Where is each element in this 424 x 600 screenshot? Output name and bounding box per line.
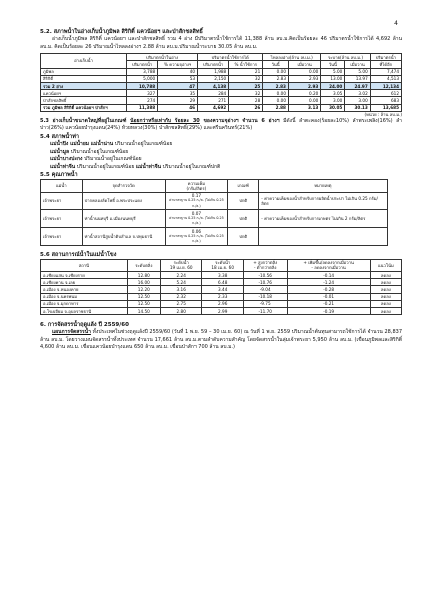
cell: 40 (158, 68, 198, 75)
cell: ปกติ (228, 210, 259, 228)
col-inflow-yesterday: เมื่อวาน (288, 61, 320, 68)
unit-note: (หน่วย : ล้าน ลบ.ม.) (364, 111, 402, 117)
cell: อ.โขงเจียม จ.อุบลราชธานี (41, 308, 128, 315)
cell: 4,513 (370, 75, 401, 82)
section-6-heading: 6. การจัดสรรน้ำฤดูแล้ง ปี 2559/60 (40, 322, 129, 329)
cell: 2.93 (288, 75, 320, 82)
col-usable-volume: ปริมาตรน้ำ (198, 61, 229, 68)
section-5-4-heading: 5.4 สภาพน้ำท่า (40, 134, 79, 140)
cell: ท่าน้ำสถานีสูบน้ำดิบสำแล จ.ปทุมธานี (82, 228, 165, 246)
cell: 2.83 (263, 83, 289, 90)
cell: 3.13 (288, 104, 320, 111)
table-row-subtotal (41, 83, 402, 90)
cell: 3.02 (345, 90, 370, 97)
cell: 2.99 (202, 308, 243, 315)
cell: ปากคลองลัดโพธิ์ อ.พระประแดง (82, 192, 165, 210)
cell: 0.00 (263, 97, 289, 104)
river-desc: ปริมาณน้ำอยู่ในเกณฑ์น้อย (69, 148, 129, 155)
salinity-label: ความเค็ม (187, 180, 206, 186)
col-level-today (160, 259, 201, 271)
cell: ปกติ (228, 228, 259, 246)
row-name: แควน้อยฯ (41, 90, 127, 97)
cell: 3.00 (321, 97, 345, 104)
salinity-standard: ค่ามาตรฐาน 0.25 ก./ล. (ไม่เกิน 0.25 ก./ล.) (169, 233, 224, 243)
section-6-text (40, 329, 402, 352)
cell: ลดลง (370, 272, 401, 279)
cell: 327 (127, 90, 158, 97)
col-diff-bank (243, 259, 287, 271)
cell: 0.00 (288, 97, 320, 104)
sublabel: 19 เม.ย. 60 (169, 265, 193, 271)
col-inflow-today: วันนี้ (263, 61, 289, 68)
plan-text: ทั้งประเทศในช่วงฤดูแล้งปี 2559/60 (วันที่ 1 พ.ย. 59 – 30 เม.ย. 60) ณ วันที่ 1 พ.ย. 2559 ปริมาณน้ำต้นทุนสามารถใช้การได้ จำนวน 28,837 ล้าน ลบ.ม. โดยวางแผนจัดสรรน้ำทั้งประเทศ จำนวน 17,661 ล้าน ลบ.ม.ตามลำดับความสำคัญ โดยจัดสรรน้ำในลุ่มเจ้าพระยา 5,950 ล้าน ลบ.ม. (เขื่อนภูมิพลและสิริกิติ์ 4,600 ล้าน ลบ.ม. เขื่อนแควน้อยบำรุงแดน 650 ล้าน ลบ.ม. เขื่อนป่าสักฯ 700 ล้าน ลบ.ม.) (40, 329, 402, 351)
table-row (41, 90, 402, 97)
cell: 683 (370, 97, 401, 104)
col-release-today: วันนี้ (321, 61, 345, 68)
cell: 2.96 (202, 300, 243, 307)
sublabel: - ต่ำกว่าตลิ่ง (253, 265, 277, 271)
section-5-2-text: อ่างเก็บน้ำภูมิพล สิริกิติ์ แควน้อยฯ และป่าสักชลสิทธิ์ รวม 4 อ่าง มีปริมาตรน้ำใช้การได้ 11,388 ล้าน ลบ.ม.คิดเป็นร้อยละ 46 ปริมาตรน้ำใช้การได้ 4,692 ล้าน ลบ.ม. คิดเป็นร้อยละ 26 ปริมาณน้ำไหลลงอ่างฯ 2.88 ล้าน ลบ.ม.ปริมาณน้ำระบาย 30.05 ล้าน ลบ.ม. (40, 36, 402, 50)
cell: 47 (158, 83, 198, 90)
label: ระดับน้ำ (173, 260, 189, 266)
table-row (41, 75, 402, 82)
col-reservoir: อ่างเก็บน้ำ (41, 54, 127, 68)
table-row (41, 286, 402, 293)
cell: 274 (127, 97, 158, 104)
col-level-yesterday (202, 259, 243, 271)
river-name: แม่น้ำปิง แม่น้ำยม แม่น้ำน่าน (50, 141, 114, 147)
table-row (41, 97, 402, 104)
sublabel: 18 เม.ย. 60 (211, 265, 235, 271)
cell: ลดลง (370, 293, 401, 300)
cell: เจ้าพระยา (41, 228, 83, 246)
cell: 271 (198, 97, 229, 104)
table-row (41, 300, 402, 307)
cell: ปกติ (228, 192, 259, 210)
s53-threshold: น้อยกว่าหรือเท่ากับ ร้อยละ 30 (130, 117, 200, 124)
row-name: ภูมิพล (41, 68, 127, 75)
cell (165, 228, 227, 246)
cell: 3.05 (321, 90, 345, 97)
cell: -10.18 (243, 293, 287, 300)
cell: 2.33 (202, 293, 243, 300)
s53-pre: 5.3 อ่างเก็บน้ำขนาดใหญ่ที่อยู่ในเกณฑ์ (40, 117, 131, 124)
cell: เจ้าพระยา (41, 192, 83, 210)
cell: 2.32 (160, 293, 201, 300)
cell: 0.00 (263, 68, 289, 75)
river-name: แม่น้ำบางปะกง (50, 156, 83, 163)
cell: ลดลง (370, 308, 401, 315)
row-name: ป่าสักชลสิทธิ์ (41, 97, 127, 104)
col-remaining: ที่ได้อีก (370, 61, 401, 68)
group-inflow: ไหลลงอ่าง(ล้าน ลบ.ม.) (263, 54, 321, 61)
cell: อ.เมือง จ.หนองคาย (41, 286, 128, 293)
table-row (41, 293, 402, 300)
cell: 2.93 (288, 83, 320, 90)
cell: 3.38 (202, 272, 243, 279)
cell: 2,150 (198, 75, 229, 82)
s53-list: มีดังนี้ ลำตะคอง(ร้อยละ10%) ลำพระเพลิง(16%) ลำปาว(26%) แควน้อยบำรุงแดน(24%) ห้วยหลวง(30%) ป่าสักชลสิทธิ์(29%) และศรีนครินทร์(21%) (40, 117, 402, 132)
cell: 0.00 (288, 68, 320, 75)
group-storage: ปริมาตรน้ำในอ่าง (127, 54, 198, 61)
cell: - ค่าความเค็มของน้ำสำหรับการเกษตร ไม่เกิน 2 กรัม/ลิตร (259, 210, 387, 228)
cell: -0.14 (287, 272, 370, 279)
col-pct-usable: % น้ำใช้การ (229, 61, 263, 68)
salinity-unit: (กรัม/ลิตร) (186, 186, 207, 192)
river-desc: ปริมาณน้ำอยู่ในเกณฑ์น้อย (82, 156, 142, 163)
row-name: รวม ภูมิพล สิริกิติ์ แควน้อยฯ ป่าสักฯ (41, 104, 127, 111)
cell: 2.24 (160, 272, 201, 279)
plan-label: แผนการจัดสรรน้ำ (52, 329, 91, 336)
cell: -0.01 (287, 293, 370, 300)
col-volume: ปริมาตรน้ำ (127, 61, 158, 68)
water-quality-table (40, 179, 388, 245)
cell: อ.เชียงแสน จ.เชียงราย (41, 272, 128, 279)
cell (165, 210, 227, 228)
cell: อ.เมือง จ.นครพนม (41, 293, 128, 300)
cell: 5.24 (160, 279, 201, 286)
cell: 4,692 (198, 104, 229, 111)
river-desc: ปริมาณน้ำอยู่ในเกณฑ์น้อย (113, 141, 173, 147)
cell: 1,988 (198, 68, 229, 75)
cell: -10.76 (243, 279, 287, 286)
page-number: 4 (394, 20, 398, 27)
river-item (40, 164, 402, 172)
cell: 32 (229, 75, 263, 82)
cell: 13.00 (321, 75, 345, 82)
salinity-value: 0.06 (191, 228, 202, 234)
col-release-yesterday: เมื่อวาน (345, 61, 370, 68)
river-name: แม่น้ำท่าจีน (135, 163, 162, 170)
salinity-standard: ค่ามาตรฐาน 0.25 ก./ล. (ไม่เกิน 0.25 ก./ล.) (169, 216, 224, 226)
cell: 3,788 (127, 68, 158, 75)
river-desc: ปริมาณน้ำอยู่ในเกณฑ์ปกติ (161, 163, 221, 170)
cell (165, 192, 227, 210)
salinity-value: 0.17 (191, 193, 202, 199)
cell: อ.เมือง จ.มุกดาหาร (41, 300, 128, 307)
cell: -9.75 (243, 300, 287, 307)
river-item (40, 156, 402, 164)
cell: 2.88 (263, 104, 289, 111)
cell: 53 (158, 75, 198, 82)
col-salinity (165, 180, 227, 192)
table-row (41, 279, 402, 286)
cell: 3.16 (160, 286, 201, 293)
cell: 30.13 (345, 104, 370, 111)
cell: 24.97 (345, 83, 370, 90)
cell: 30.05 (321, 104, 345, 111)
s53-post: ของความจุอ่างฯ จำนวน 6 อ่างฯ (199, 117, 280, 124)
section-5-2-heading: 5.2. สภาพน้ำในอ่างเก็บน้ำภูมิพล สิริกิติ์ แควน้อยฯ และป่าสักชลสิทธิ์ (40, 29, 203, 35)
cell: 46 (158, 104, 198, 111)
reservoir-table (40, 53, 402, 112)
label: ระดับน้ำ (215, 260, 231, 266)
cell: ลดลง (370, 279, 401, 286)
cell: 0.00 (263, 90, 289, 97)
cell: 3.00 (345, 97, 370, 104)
cell: 26 (229, 104, 263, 111)
cell: 16.00 (127, 279, 160, 286)
col-pct-capacity: % ความจุอ่างฯ (158, 61, 198, 68)
cell: 32 (229, 90, 263, 97)
cell: 14.50 (127, 308, 160, 315)
cell: -9.04 (243, 286, 287, 293)
cell: 7,474 (370, 68, 401, 75)
cell: 2.80 (160, 308, 201, 315)
table-row (41, 210, 388, 228)
cell: 12,134 (370, 83, 401, 90)
col-trend: แนวโน้ม (370, 259, 401, 271)
river-name: แม่น้ำมูล (50, 148, 70, 155)
group-usable: ปริมาตรน้ำใช้การได้ (198, 54, 263, 61)
cell: 6.48 (202, 279, 243, 286)
section-5-3-text (40, 118, 402, 133)
cell: -0.28 (287, 286, 370, 293)
cell: 2.83 (263, 75, 289, 82)
cell: 29 (158, 97, 198, 104)
cell: - ค่าความเค็มของน้ำสำหรับการผลิตน้ำประปา ไม่เกิน 0.25 กรัม/ลิตร (259, 192, 387, 210)
group-release: ระบาย(ล้าน ลบ.ม.) (321, 54, 370, 61)
cell: 0.20 (288, 90, 320, 97)
cell: 21 (229, 68, 263, 75)
sublabel: - ลดลงจากเมื่อวาน (311, 265, 346, 271)
cell: 5.00 (321, 68, 345, 75)
col-river: แม่น้ำ (41, 180, 83, 192)
cell: 35 (158, 90, 198, 97)
cell: 284 (198, 90, 229, 97)
table-row (41, 68, 402, 75)
cell: เจ้าพระยา (41, 210, 83, 228)
group-remaining: ปริมาตรน้ำ (370, 54, 401, 61)
cell (259, 228, 387, 246)
label: + สูงกว่าตลิ่ง (253, 260, 278, 266)
table-row-total (41, 104, 402, 111)
salinity-standard: ค่ามาตรฐาน 0.25 ก./ล. (ไม่เกิน 0.25 ก./ล.) (169, 198, 224, 208)
cell: ท่าน้ำนนทบุรี อ.เมืองนนทบุรี (82, 210, 165, 228)
cell: 5,000 (127, 75, 158, 82)
table-row (41, 272, 402, 279)
cell: 10,788 (127, 83, 158, 90)
table-row (41, 192, 388, 210)
cell: 12.50 (127, 293, 160, 300)
cell: -10.56 (243, 272, 287, 279)
cell: 13,685 (370, 104, 401, 111)
col-criteria: เกณฑ์ (228, 180, 259, 192)
row-name: รวม 2 อ่าง (41, 83, 127, 90)
mekong-table (40, 259, 402, 316)
cell: 612 (370, 90, 401, 97)
col-change (287, 259, 370, 271)
cell: 24.00 (321, 83, 345, 90)
section-5-5-heading: 5.5 คุณภาพน้ำ (40, 172, 78, 179)
cell: -11.70 (243, 308, 287, 315)
label: + เพิ่มขึ้น/ลดลงจากเมื่อวาน (303, 260, 354, 266)
cell: 28 (229, 97, 263, 104)
cell: 12.20 (127, 286, 160, 293)
table-row (41, 228, 388, 246)
col-remark: หมายเหตุ (259, 180, 387, 192)
cell: 12.80 (127, 272, 160, 279)
cell: -1.24 (287, 279, 370, 286)
river-item (40, 141, 402, 149)
cell: ลดลง (370, 286, 401, 293)
cell: ลดลง (370, 300, 401, 307)
cell: 2.75 (160, 300, 201, 307)
river-desc: ปริมาณน้ำอยู่ในเกณฑ์น้อย (75, 163, 136, 170)
salinity-value: 0.07 (191, 210, 202, 216)
cell: 13.97 (345, 75, 370, 82)
row-name: สิริกิติ์ (41, 75, 127, 82)
cell: 4,138 (198, 83, 229, 90)
cell: 25 (229, 83, 263, 90)
cell: -0.19 (287, 308, 370, 315)
cell: -0.21 (287, 300, 370, 307)
col-station: สถานี (41, 259, 128, 271)
cell: 5.00 (345, 68, 370, 75)
table-row (41, 308, 402, 315)
cell: 12.50 (127, 300, 160, 307)
cell: 3.44 (202, 286, 243, 293)
col-bank-level: ระดับตลิ่ง (127, 259, 160, 271)
section-5-6-heading: 5.6 สถานการณ์น้ำในแม่น้ำโขง (40, 251, 117, 258)
col-station: จุดสำรวจวัด (82, 180, 165, 192)
cell: อ.เชียงคาน จ.เลย (41, 279, 128, 286)
cell: 11,388 (127, 104, 158, 111)
river-name: แม่น้ำท่าจีน (50, 163, 76, 170)
